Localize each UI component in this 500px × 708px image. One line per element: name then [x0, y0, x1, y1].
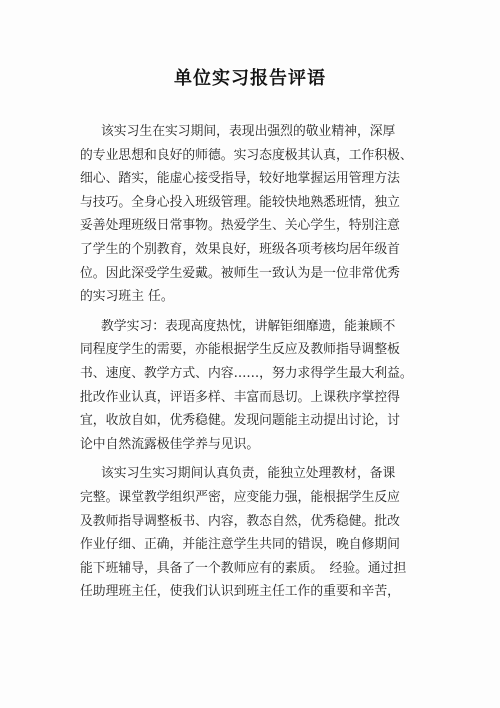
text-line: 该实习生在实习期间，表现出强烈的敬业精神，深厚 — [101, 124, 396, 139]
text-line: 了学生的个别教育，效果良好，班级各项考核均居年级首 — [80, 241, 400, 257]
document-body — [80, 120, 420, 604]
text-line: 批改作业认真，评语多样、丰富而恳切。上课秩序掌控得 — [80, 389, 400, 405]
text-line: 位。因此深受学生爱戴。被师生一致认为是一位非常优秀 — [80, 265, 400, 281]
text-line: 宜，收放自如，优秀稳健。发现问题能主动提出讨论，讨 — [80, 413, 400, 429]
text-line: 与技巧。全身心投入班级管理。能较快地熟悉班情，独立 — [80, 194, 400, 210]
document-title: 单位实习报告评语 — [174, 68, 326, 89]
paragraph-1 — [80, 120, 420, 309]
text-line: 及教师指导调整板书、内容，教态自然，优秀稳健。批改 — [80, 513, 400, 529]
text-line: 的实习班主 任。 — [80, 289, 174, 305]
text-line: 作业仔细、正确，并能注意学生共同的错误，晚自修期间 — [80, 537, 400, 553]
paragraph-3 — [80, 462, 420, 604]
text-line: 任助理班主任，使我们认识到班主任工作的重要和辛苦， — [80, 584, 400, 600]
paragraph-2 — [80, 315, 420, 457]
text-line: 书、速度、教学方式、内容……，努力求得学生最大利益。 — [80, 365, 413, 381]
text-line: 教学实习：表现高度热忱，讲解钜细靡遗，能兼顾不 — [101, 318, 396, 334]
text-line: 细心、踏实，能虚心接受指导，较好地掌握运用管理方法 — [80, 171, 400, 187]
text-line: 能下班辅导，具备了一个教师应有的素质。 经验。通过担 — [80, 560, 407, 576]
text-line: 的专业思想和良好的师德。实习态度极其认真，工作积极、 — [80, 147, 413, 163]
text-line: 同程度学生的需要，亦能根据学生反应及教师指导调整板 — [80, 342, 400, 358]
text-line: 妥善处理班级日常事物。热爱学生、关心学生，特别注意 — [80, 218, 400, 234]
text-line: 论中自然流露极佳学养与见识。 — [80, 436, 260, 452]
text-line: 完整。课堂教学组织严密，应变能力强，能根据学生反应 — [80, 489, 400, 505]
text-line: 该实习生实习期间认真负责，能独立处理教材，备课 — [101, 466, 396, 482]
